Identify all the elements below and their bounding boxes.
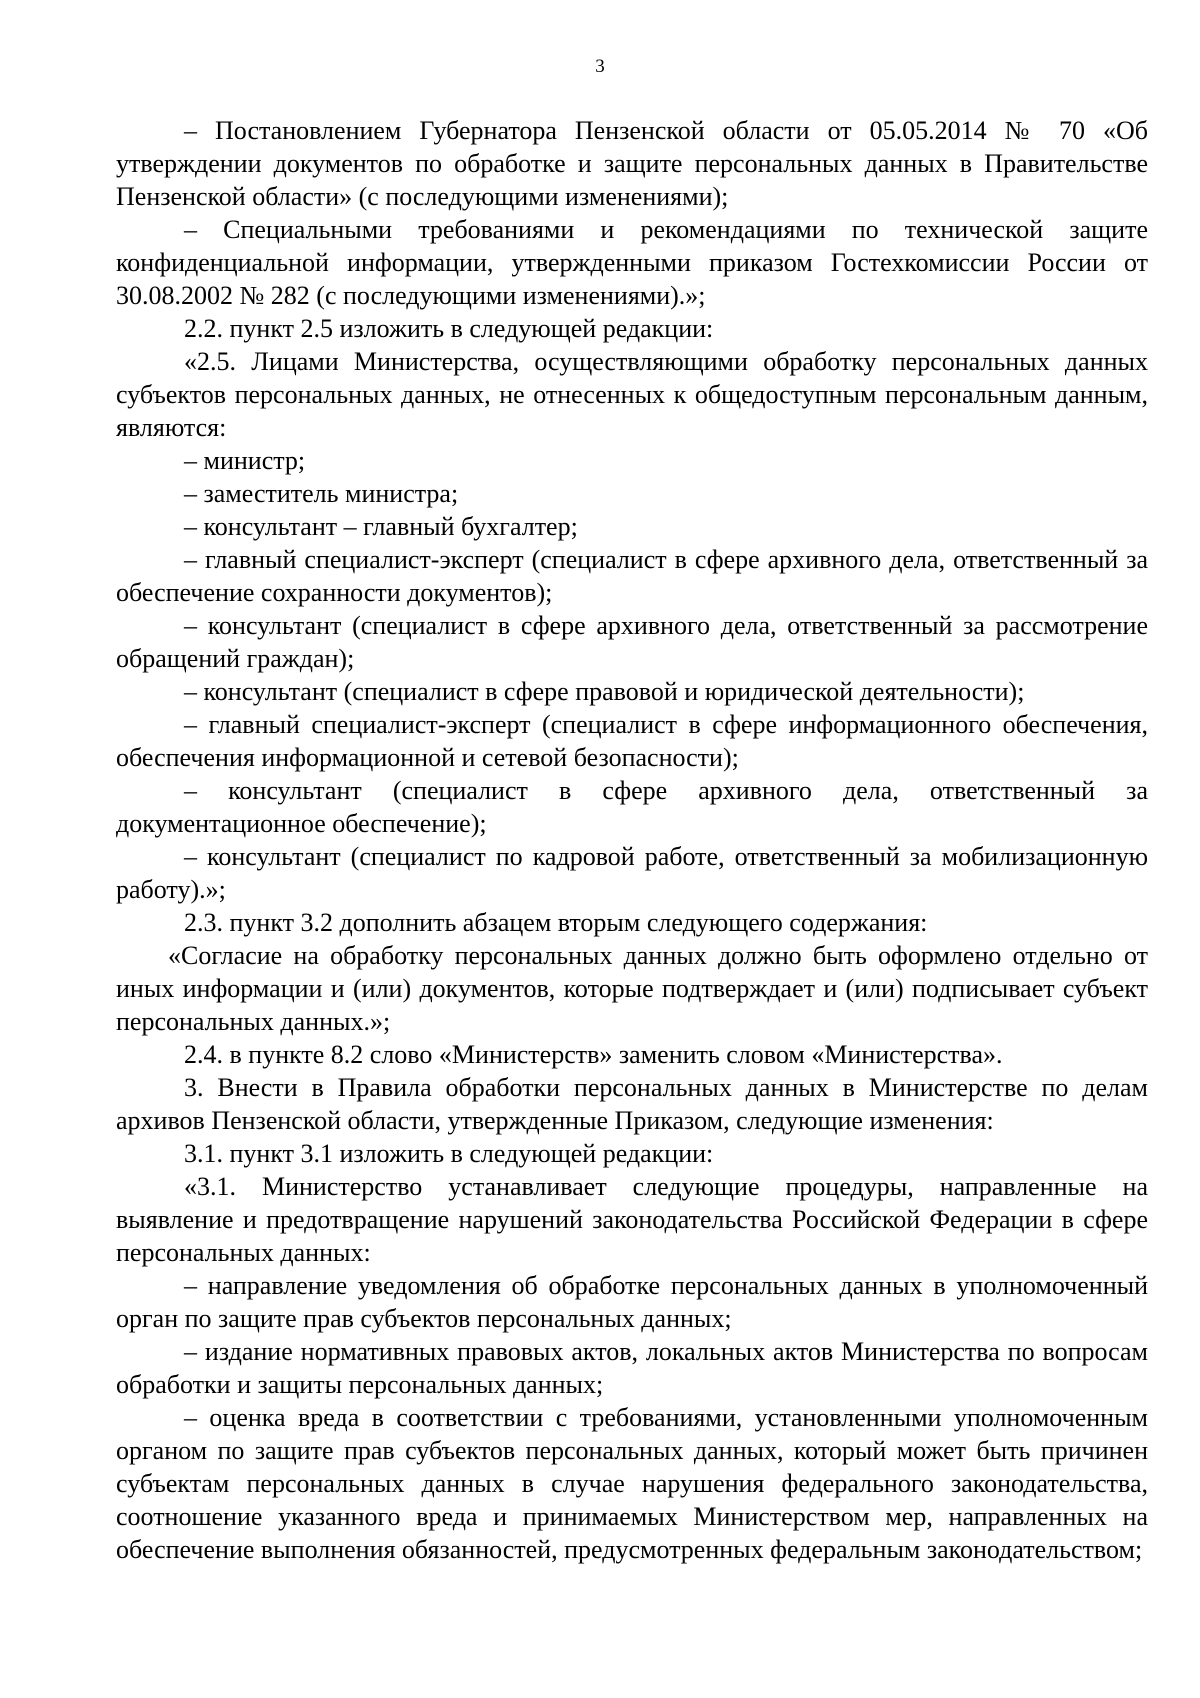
paragraph: 2.2. пункт 2.5 изложить в следующей редакции: — [184, 314, 714, 343]
list-item: – консультант (специалист в сфере архивного дела, ответственный за документационное обеспечение); — [116, 776, 1148, 838]
list-item: – консультант – главный бухгалтер; — [184, 512, 578, 541]
list-item: – издание нормативных правовых актов, локальных актов Министерства по вопросам обработки и защиты персональных данных; — [116, 1337, 1148, 1399]
list-item: – главный специалист-эксперт (специалист в сфере информационного обеспечения, обеспечения информационной и сетевой безопасности); — [116, 710, 1148, 772]
document-body — [116, 114, 1148, 1566]
list-item: – консультант (специалист в сфере правовой и юридической деятельности); — [184, 677, 1025, 706]
list-item: – министр; — [184, 446, 306, 475]
paragraph: 2.3. пункт 3.2 дополнить абзацем вторым следующего содержания: — [184, 908, 928, 937]
paragraph: 3.1. пункт 3.1 изложить в следующей редакции: — [184, 1139, 714, 1168]
paragraph: – Постановлением Губернатора Пензенской области от 05.05.2014 № 70 «Об утверждении документов по обработке и защите персональных данных в Правительстве Пензенской области» (с последующими изменениями); — [116, 116, 1148, 211]
paragraph: – Специальными требованиями и рекомендациями по технической защите конфиденциальной информации, утвержденными приказом Гостехкомиссии России от 30.08.2002 № 282 (с последующими изменениями).»; — [116, 215, 1148, 310]
page-number: 3 — [595, 56, 605, 77]
list-item: – консультант (специалист в сфере архивного дела, ответственный за рассмотрение обращений граждан); — [116, 611, 1148, 673]
paragraph: 2.4. в пункте 8.2 слово «Министерств» заменить словом «Министерства». — [184, 1040, 1003, 1069]
list-item: – заместитель министра; — [184, 479, 459, 508]
paragraph: 3. Внести в Правила обработки персональных данных в Министерстве по делам архивов Пензенской области, утвержденные Приказом, следующие изменения: — [116, 1073, 1148, 1135]
list-item: – оценка вреда в соответствии с требованиями, установленными уполномоченным органом по защите прав субъектов персональных данных, который может быть причинен субъектам персональных данных в случае нарушения федерального законодательства, соотношение указанного вреда и принимаемых Министерством мер, направленных на обеспечение выполнения обязанностей, предусмотренных федеральным законодательством; — [116, 1403, 1148, 1564]
paragraph: «3.1. Министерство устанавливает следующие процедуры, направленные на выявление и предотвращение нарушений законодательства Российской Федерации в сфере персональных данных: — [116, 1172, 1148, 1267]
list-item: – консультант (специалист по кадровой работе, ответственный за мобилизационную работу).»; — [116, 842, 1148, 904]
paragraph: «2.5. Лицами Министерства, осуществляющими обработку персональных данных субъектов персональных данных, не отнесенных к общедоступным персональным данным, являются: — [116, 347, 1148, 442]
paragraph: «Согласие на обработку персональных данных должно быть оформлено отдельно от иных информации и (или) документов, которые подтверждает и (или) подписывает субъект персональных данных.»; — [116, 941, 1148, 1036]
list-item: – направление уведомления об обработке персональных данных в уполномоченный орган по защите прав субъектов персональных данных; — [116, 1271, 1148, 1333]
list-item: – главный специалист-эксперт (специалист в сфере архивного дела, ответственный за обеспечение сохранности документов); — [116, 545, 1148, 607]
